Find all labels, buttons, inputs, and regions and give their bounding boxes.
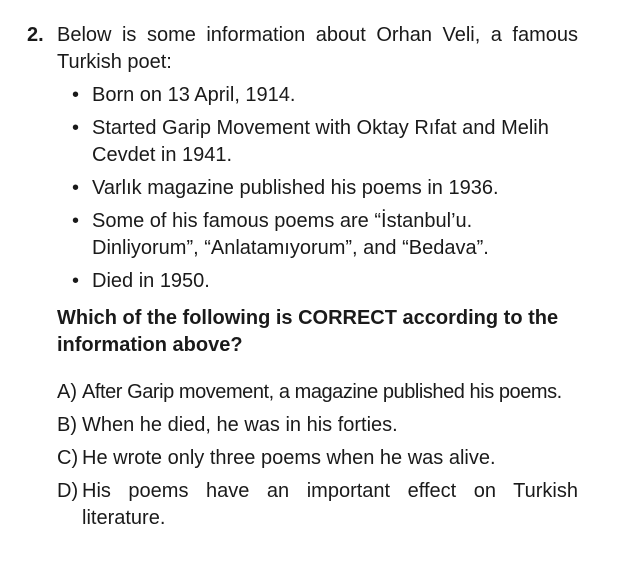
- fact-list: [0, 82, 578, 295]
- choice-letter: A): [57, 381, 77, 403]
- choice-text: When he died, he was in his forties.: [82, 414, 398, 436]
- fact-text: Born on 13 April, 1914.: [92, 84, 296, 106]
- choice-letter: B): [57, 414, 77, 436]
- fact-item: [0, 268, 578, 295]
- bullet-icon: •: [72, 210, 80, 232]
- question-number: 2.: [27, 24, 44, 46]
- choice-text: His poems have an important effect on Turkish literature.: [82, 480, 578, 529]
- fact-item: [0, 175, 578, 202]
- question-header: [0, 22, 578, 76]
- choice-letter: C): [57, 447, 79, 469]
- choice-text: He wrote only three poems when he was alive.: [82, 447, 496, 469]
- fact-item: [0, 82, 578, 109]
- choice-text: After Garip movement, a magazine published his poems.: [82, 381, 562, 403]
- choice-c[interactable]: [0, 445, 578, 472]
- fact-text: Some of his famous poems are “İstanbul’u. Dinliyorum”, “Anlatamıyorum”, and “Bedava”.: [92, 210, 489, 259]
- choice-b[interactable]: [0, 412, 578, 439]
- question-intro: Below is some information about Orhan Veli, a famous Turkish poet:: [57, 24, 578, 73]
- choice-letter: D): [57, 480, 79, 502]
- choice-d[interactable]: [0, 478, 578, 532]
- bullet-icon: •: [72, 270, 80, 292]
- fact-text: Started Garip Movement with Oktay Rıfat and Melih Cevdet in 1941.: [92, 117, 549, 166]
- choice-a[interactable]: [0, 379, 578, 406]
- fact-text: Died in 1950.: [92, 270, 210, 292]
- bullet-icon: •: [72, 84, 80, 106]
- fact-text: Varlık magazine published his poems in 1936.: [92, 177, 499, 199]
- bullet-icon: •: [72, 117, 80, 139]
- fact-item: [0, 208, 578, 262]
- question-prompt: Which of the following is CORRECT according to the information above?: [57, 307, 559, 356]
- fact-item: [0, 115, 578, 169]
- bullet-icon: •: [72, 177, 80, 199]
- answer-choices: [0, 379, 578, 532]
